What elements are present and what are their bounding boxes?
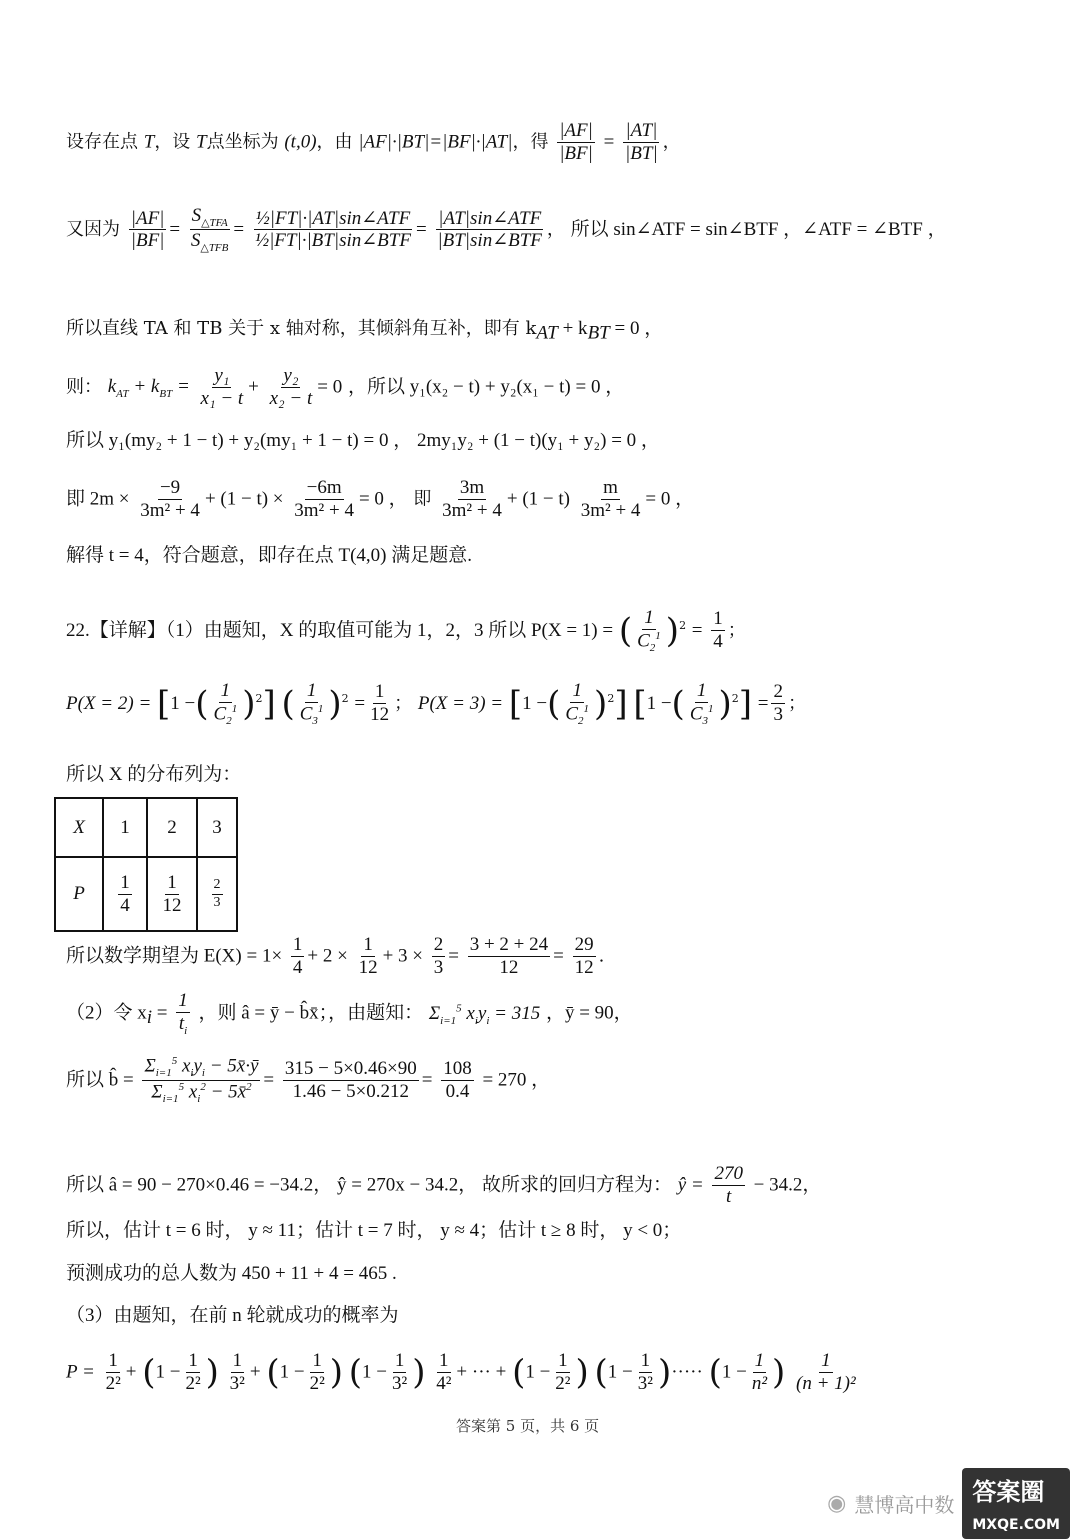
fraction: $\frac{1}{\text{2²}}$ [185,1350,201,1394]
text: 所以 sin∠ATF = sin∠BTF ，∠ATF = ∠BTF ， [570,218,947,240]
fraction: $\frac{\text{y₂}}{\text{x₂ − t}}$ [269,365,313,409]
fraction: $\frac{1}{12}$ [358,934,378,978]
fraction: $\frac{1}{4}$ [292,934,303,978]
fraction: $\frac{29}{12}$ [574,934,594,978]
text: （2）令 x [66,1002,147,1024]
text: − 34.2， [753,1174,822,1196]
text: 设存在点 [66,131,138,153]
fraction: $\frac{\text{y₁}}{\text{x₁ − t}}$ [200,365,244,409]
line-17 [66,1305,1020,1328]
text: ，设 [154,131,191,153]
text: ，得 [512,131,549,153]
line-3: 所以直线 TA 和 TB 关于 x 轴对称，其倾斜角互补，即有 $k_{AT} + k_{BT} = 0$ ， [66,318,664,344]
text: 所以，估计 t = 6 时， y ≈ 11；估计 t = 7 时， y ≈ 4；估计 t ≥ 8 时， y < 0； [66,1220,682,1241]
text: 则： [66,376,102,398]
line-12: （2）令 $x_i$ = $\frac{1}{t_i}$ ，则 â = ȳ − b̂x̄；，由题知： $\Sigma_{i=1}^5$ $x_iy_i = 315$ ，ȳ = 90， [66,990,633,1037]
text: ，所以 y₁(x₂ − t) + y₂(x₁ − t) = 0 ， [347,376,625,398]
table-cell: $\frac{1}{12}$ [147,857,197,931]
text: 点坐标为 [206,131,279,153]
table-header-cell: 1 [103,798,147,857]
fraction: $\frac{2}{3}$ [773,681,783,726]
fraction: $\frac{-6m}{\text{3m² + 4}}$ [294,477,354,521]
fraction: $\frac{S_{\triangle TFA}}{S_{\triangle TFB}}$ [190,205,229,255]
line-2: 又因为 $\frac{|AF|}{|BF|}$ = $\frac{S_{\triangle TFA}}{S_{\triangle TFB}}$ = $\frac{\text{½|FT|·|AT|sin∠ATF}}{\text{½|FT|·|BT|sin∠BTF}}$ = $\frac{\text{|AT|sin∠ATF}}{\text{|BT|sin∠BTF}}$ ， 所以 sin∠ATF = sin∠BTF ，∠ATF = ∠BTF ， [66,205,947,255]
text: 所以 â = 90 − 270×0.46 = −34.2， ŷ = 270x − 34.2， 故所求的回归方程为： [66,1174,672,1196]
line-18: P = $\frac{1}{\text{2²}}$ + (1 − $\frac{1}{\text{2²}}$ ) $\frac{1}{\text{3²}}$ + (1 − $\frac{1}{\text{2²}}$ ) (1 − $\frac{1}{\text{3²}}$ ) $\frac{1}{\text{4²}}$ + ··· + (1 − $\frac{1}{\text{2²}}$ ) (1 − $\frac{1}{\text{3²}}$ )····· (1 − $\frac{1}{\text{n²}}$ ) $\frac{1}{\text{(n + 1)²}}$ [66,1350,856,1394]
watermark-account: 慧博高中数 [854,1493,955,1517]
line-4: 则： $k_{AT} + k_{BT}$ = $\frac{\text{y₁}}{\text{x₁ − t}}$ + $\frac{\text{y₂}}{\text{x₂ − t}}$ = 0 ，所以 y₁(x₂ − t) + y₂(x₁ − t) = 0 ， [66,365,625,409]
fraction: $\frac{|AF|}{|BF|}$ [559,120,593,164]
line-10 [66,764,1020,787]
line-15 [66,1220,1020,1243]
fraction: $\frac{1}{\text{3²}}$ [392,1350,408,1394]
line-16 [66,1263,1020,1286]
text: P = [66,1361,95,1383]
fraction: $\frac{1}{C_3^1}$ [689,680,714,727]
text: 所以 y₁(my₂ + 1 − t) + y₂(my₁ + 1 − t) = 0 ， 2my₁y₂ + (1 − t)(y₁ + y₂) = 0 ， [66,430,660,451]
text: 又因为 [66,218,120,240]
fraction: $\frac{315 - 5\times 0.46\times 90}{1.46 - 5\times 0.212}$ [284,1057,417,1102]
fraction: $\frac{\Sigma_{i=1}^5 x_iy_i - 5x̄\cdot ȳ}{\Sigma_{i=1}^5 x_i^2 - 5x̄^2}$ [144,1055,259,1105]
fraction: $\frac{1}{C_3^1}$ [299,680,324,727]
fraction: $\frac{\text{½|FT|·|AT|sin∠ATF}}{\text{½|FT|·|BT|sin∠BTF}}$ [254,207,411,252]
line-5 [66,430,1020,453]
line-13: 所以 b̂ = $\frac{\Sigma_{i=1}^5 x_iy_i - 5x̄\cdot ȳ}{\Sigma_{i=1}^5 x_i^2 - 5x̄^2}$ = $\frac{315 - 5\times 0.46\times 90}{1.46 - 5\times 0.212}$ = $\frac{108}{0.4}$ = 270 ， [66,1055,551,1105]
fraction: $\frac{|AT|}{|BT|}$ [625,120,658,164]
text: ，由 [316,131,353,153]
text: 所以数学期望为 E(X) = 1× [66,945,283,967]
fraction: $\frac{|AF|}{|BF|}$ [130,207,165,252]
fraction: $\frac{1}{\text{n²}}$ [751,1350,768,1394]
watermark-logo: 答案圈 MXQE.COM [962,1468,1070,1539]
text: 所以 X 的分布列为： [66,764,242,785]
line-14 [66,1163,1020,1208]
math: |AF|·|BT|=|BF|·|AT| [358,131,513,153]
table-header-cell: 3 [197,798,237,857]
text: 所以直线 TA 和 TB 关于 x 轴对称，其倾斜角互补，即有 k [66,318,537,339]
line-8: 22.【详解】（1）由题知，X 的取值可能为 1，2，3 所以 P(X = 1) = ( $\frac{1}{C_2^1}$ )$^2$ = $\frac{1}{4}$ ； [66,607,746,654]
wechat-icon: ◉ [827,1491,847,1516]
fraction: $\frac{1}{t_i}$ [178,990,188,1037]
fraction: $\frac{\text{|AT|sin∠ATF}}{\text{|BT|sin∠BTF}}$ [437,207,542,252]
fraction: $\frac{2}{3}$ [433,934,444,978]
text: 22.【详解】（1）由题知，X 的取值可能为 1，2，3 所以 P(X = 1) = [66,619,614,641]
text: 预测成功的总人数为 450 + 11 + 4 = 465 . [66,1263,397,1284]
fraction: $\frac{1}{\text{2²}}$ [555,1350,571,1394]
fraction: $\frac{1}{\text{4²}}$ [436,1350,452,1394]
fraction: $\frac{1}{C_2^1}$ [213,680,238,727]
fraction: $\frac{1}{4}$ [713,608,723,653]
fraction: $\frac{1}{\text{3²}}$ [229,1350,245,1394]
fraction: $\frac{1}{C_2^1}$ [565,680,590,727]
page-footer: 答案第 5 页，共 6 页 [456,1417,600,1435]
watermark [827,1468,1070,1539]
text: ，则 â = ȳ − b̂x̄；，由题知： [198,1002,424,1024]
fraction: $\frac{m}{\text{3m² + 4}}$ [580,477,641,521]
text: ，ȳ = 90， [545,1002,633,1024]
line-9: P(X = 2) = [1 −( $\frac{1}{C_2^1}$ )$^2$] ( $\frac{1}{C_3^1}$ )$^2$ = $\frac{1}{12}$ ； P(X = 3) = [1 −( $\frac{1}{C_2^1}$ )$^2$] [1 −( $\frac{1}{C_3^1}$ )$^2$] = $\frac{2}{3}$ ； [66,680,806,727]
fraction: $\frac{270}{t}$ [714,1163,743,1207]
text: = 270 ， [482,1069,551,1091]
table-header-cell: 2 [147,798,197,857]
table-cell: $\frac{2}{3}$ [197,857,237,931]
fraction: $\frac{1}{12}$ [370,681,390,726]
fraction: $\frac{1}{C_2^1}$ [637,607,661,654]
line-6: 即 2m × $\frac{-9}{\text{3m² + 4}}$ + (1 − t) × $\frac{-6m}{\text{3m² + 4}}$ = 0 ， 即 $\frac{3m}{\text{3m² + 4}}$ + (1 − t) $\frac{m}{\text{3m² + 4}}$ = 0 ， [66,477,695,521]
text: 解得 t = 4，符合题意，即存在点 T(4,0) 满足题意. [66,545,473,566]
text: ŷ = [677,1174,704,1196]
fraction: $\frac{-9}{\text{3m² + 4}}$ [140,477,200,521]
math: T [196,131,207,153]
line-7 [66,545,1020,568]
line-1: 设存在点 T，设 T点坐标为 (t,0)，由 |AF|·|BT|=|BF|·|AT|，得 $\frac{|AF|}{|BF|}$ = $\frac{|AT|}{|BT|}$ ， [66,120,681,164]
fraction: $\frac{1}{\text{2²}}$ [105,1350,121,1394]
table-row-label: P [55,857,103,931]
text: 所以 b̂ = [66,1069,134,1091]
table-header-cell: X [55,798,103,857]
text: 即 2m × [66,488,130,510]
fraction: $\frac{1}{\text{3²}}$ [637,1350,653,1394]
fraction: $\frac{1}{\text{(n + 1)²}}$ [796,1350,856,1394]
line-11: 所以数学期望为 E(X) = 1× $\frac{1}{4}$ + 2 × $\frac{1}{12}$ + 3 × $\frac{2}{3}$ = $\frac{3 + 2 + 24}{12}$ = $\frac{29}{12}$ . [66,934,605,978]
fraction: $\frac{108}{0.4}$ [443,1057,472,1102]
fraction: $\frac{1}{\text{2²}}$ [309,1350,325,1394]
fraction: $\frac{3m}{\text{3m² + 4}}$ [442,477,502,521]
table-cell: $\frac{1}{4}$ [103,857,147,931]
math: (t,0) [284,131,317,153]
fraction: $\frac{3 + 2 + 24}{12}$ [469,934,549,978]
math: T [143,131,155,153]
text: （3）由题知，在前 n 轮就成功的概率为 [66,1305,399,1326]
distribution-table [54,797,238,932]
text: 即 [413,488,432,510]
